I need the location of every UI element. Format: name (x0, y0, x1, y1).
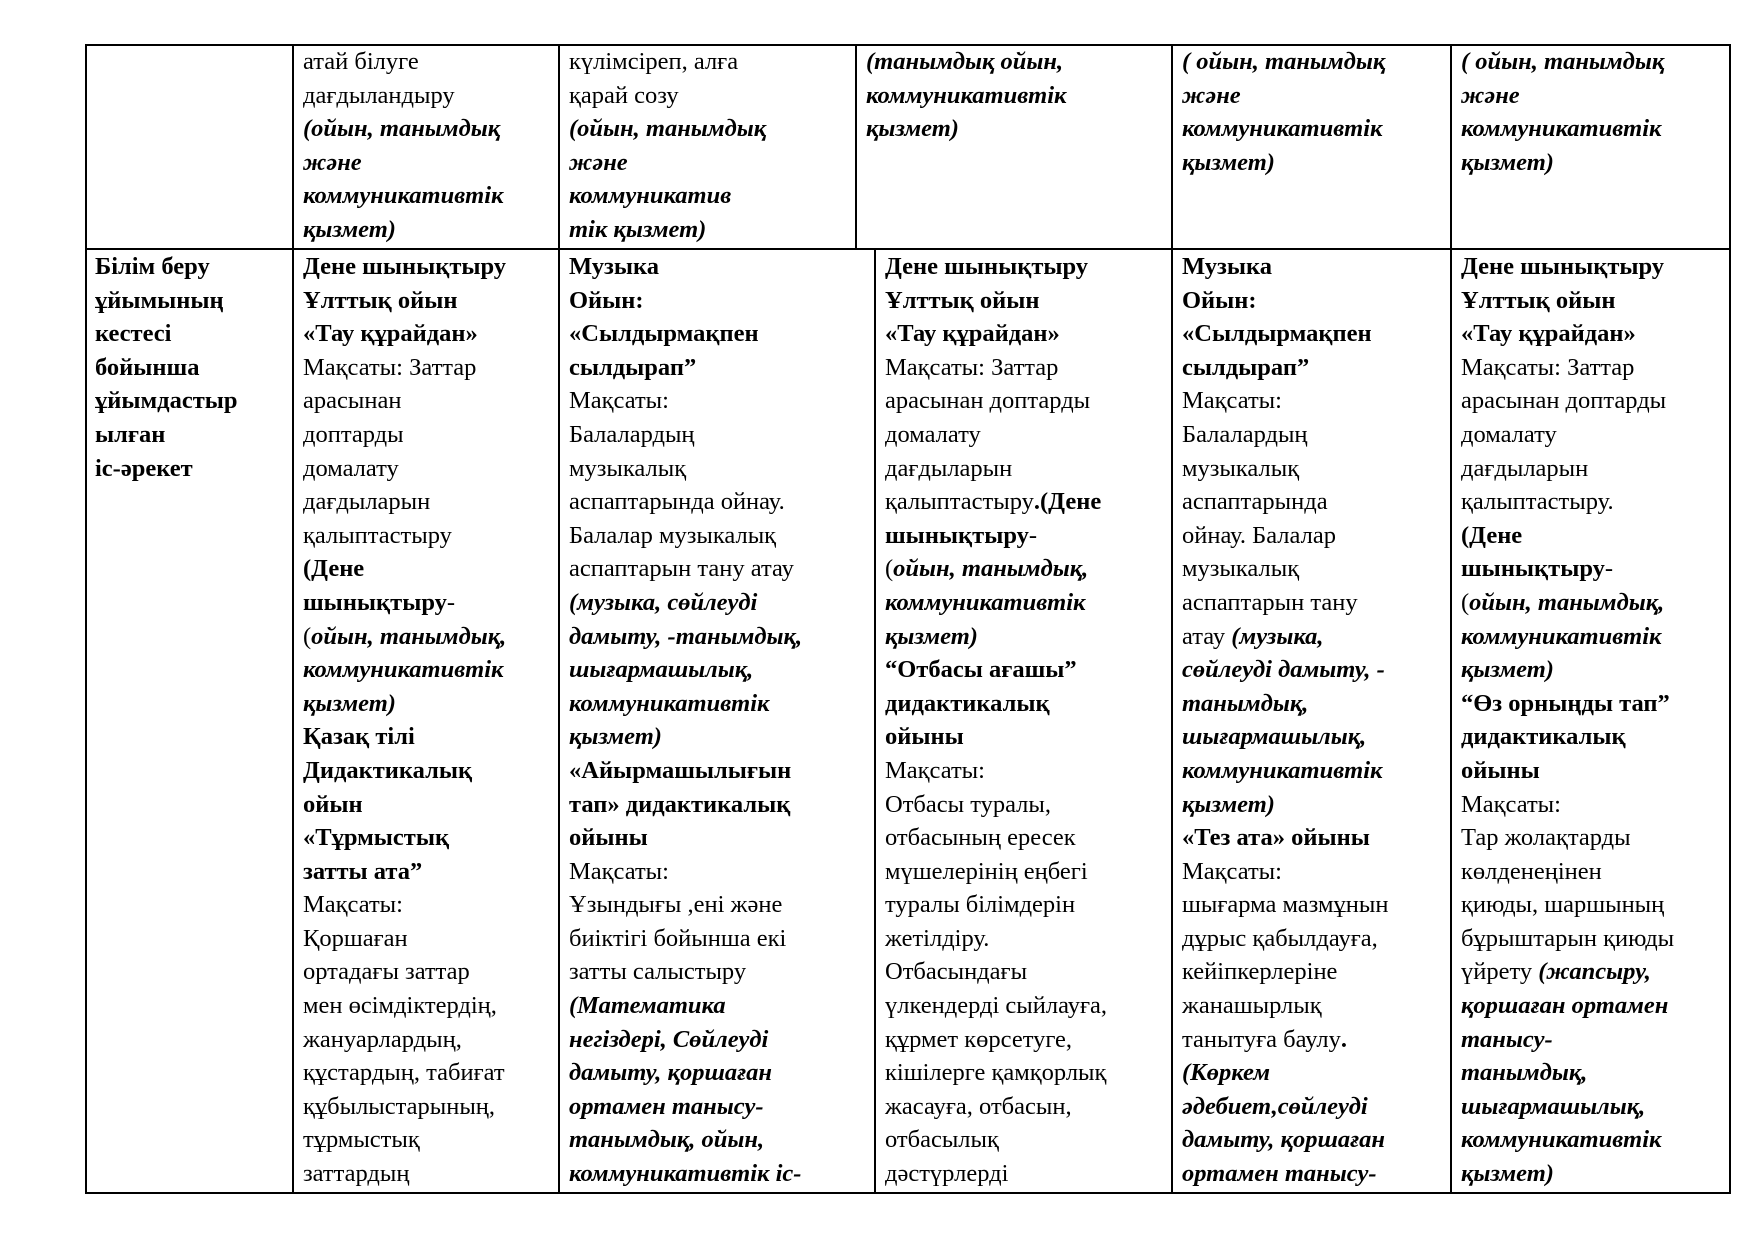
cell-text-run: Мақсаты: Заттар арасынан доптарды домалату дағдыларын қалыптастыру. (1461, 353, 1667, 516)
cell-text-run: ойын, танымдық, коммуникативтік қызмет) (885, 555, 1089, 650)
cell-text-run: Қазақ тілі Дидактикалық ойын «Тұрмыстық затты ата” (303, 723, 473, 885)
table-border-bottom (86, 1192, 1730, 1194)
cell-text-run: Мақсаты: Заттар арасынан доптарды домалату дағдыларын қалыптастыру (885, 353, 1091, 516)
row1-col2-cell (294, 45, 558, 248)
cell-text-run: - ( (885, 521, 1038, 583)
cell-text-run: Дене шынықтыру Ұлттық ойын «Тау құрайдан» (1461, 253, 1665, 348)
cell-text-run: (ойын, танымдық және коммуникатив тік қызмет) (569, 115, 767, 243)
row2-col4-cell (876, 250, 1171, 1192)
cell-text-run: - ( (303, 588, 456, 650)
table-border-right (1729, 44, 1731, 1194)
row2-col1-cell (86, 250, 292, 1192)
cell-text-run: Дене шынықтыру Ұлттық ойын «Тау құрайдан» (303, 253, 507, 348)
cell-text-run: ( ойын, танымдық және коммуникативтік қызмет) (1461, 48, 1665, 176)
cell-text-run: “Отбасы ағашы” дидактикалық ойыны (885, 656, 1077, 751)
row2-col2-cell (294, 250, 558, 1192)
cell-text-run: Мақсаты: Отбасы туралы, отбасының ересек мүшелерінің еңбегі туралы білімдерін жетілдіру. Отбасындағы үлкендерді сыйлауға, құрмет көрсетуге, кішілерге қамқорлық жасауға, отбасын, отбасылық дәстүрлерді (885, 756, 1108, 1188)
row2-col3-cell (560, 250, 874, 1192)
cell-text-run: Дене шынықтыру Ұлттық ойын «Тау құрайдан» (885, 253, 1089, 348)
cell-text-run: (Дене шынықтыру (303, 555, 447, 616)
cell-text-run: Музыка Ойын: «Сылдырмақпен сылдырап” (1182, 253, 1372, 381)
cell-text-run: Білім беру ұйымының кестесі бойынша ұйымдастыр ылған іс-әрекет (95, 253, 238, 482)
cell-text-run: «Айырмашылығын тап» дидактикалық ойыны (569, 756, 792, 852)
row2-col6-cell (1452, 250, 1729, 1192)
row1-col5-cell (1173, 45, 1450, 248)
cell-text-run: (жапсыру, қоршаған ортамен танысу- танымдық, шығармашылық, коммуникативтік қызмет) (1461, 958, 1669, 1188)
cell-text-run: Мақсаты: Балалардың музыкалық аспаптарында ойнау. Балалар музыкалық аспаптарын тану атау (1182, 387, 1358, 650)
row1-col1-cell (86, 45, 292, 248)
cell-text-run: (ойын, танымдық және коммуникативтік қызмет) (303, 115, 504, 243)
cell-text-run: (танымдық ойын, коммуникативтік қызмет) (866, 48, 1067, 143)
cell-text-run: (музыка, сөйлеуді дамыту, - танымдық, шығармашылық, коммуникативтік қызмет) (1182, 622, 1385, 818)
cell-text-run: (Көркем әдебиет,сөйлеуді дамыту, қоршаған ортамен танысу- (1182, 1059, 1386, 1188)
cell-text-run: Музыка Ойын: «Сылдырмақпен сылдырап” (569, 253, 759, 381)
cell-text-run: “Өз орныңды тап” дидактикалық ойыны (1461, 689, 1670, 784)
cell-text-run: Мақсаты: шығарма мазмұнын дұрыс қабылдауға, кейіпкерлеріне жанашырлық танытуға баулу (1182, 857, 1389, 1053)
cell-text-run: ойын, танымдық, коммуникативтік қызмет) (303, 622, 507, 717)
cell-text-run: күлімсіреп, алға қарай созу (569, 48, 739, 109)
cell-text-run: (Дене шынықтыру (1461, 521, 1605, 583)
cell-text-run: Мақсаты: Балалардың музыкалық аспаптарында ойнау. Балалар музыкалық аспаптарын тану атау (569, 387, 794, 583)
cell-text-run: ( ойын, танымдық және коммуникативтік қызмет) (1182, 48, 1386, 176)
cell-text-run: «Тез ата» ойыны (1182, 824, 1370, 852)
cell-text-run: Мақсаты: Заттар арасынан доптарды домалату дағдыларын қалыптастыру (303, 353, 477, 549)
row1-col4-cell (857, 45, 1171, 248)
row1-col3-cell (560, 45, 855, 248)
cell-text-run: Мақсаты: Тар жолақтарды көлденеңінен қиюды, шаршының бұрыштарын қиюды үйрету (1461, 790, 1675, 986)
cell-text-run: (Математика негіздері, Сөйлеуді дамыту, қоршаған ортамен танысу- танымдық, ойын, коммуникативтік іс- (569, 992, 802, 1188)
cell-text-run: .(Дене шынықтыру (885, 488, 1102, 549)
cell-text-run: атай білуге дағдыландыру (303, 48, 455, 109)
cell-text-run: Мақсаты: Қоршаған ортадағы заттар мен өсімдіктердің, жануарлардың, құстардың, табиғат құбылыстарының, тұрмыстық заттардың (303, 891, 505, 1188)
row2-col5-cell (1173, 250, 1450, 1192)
cell-text-run: (музыка, сөйлеуді дамыту, -танымдық, шығармашылық, коммуникативтік қызмет) (569, 588, 803, 751)
cell-text-run: . (1340, 1025, 1348, 1053)
cell-text-run: ойын, танымдық, коммуникативтік қызмет) (1461, 588, 1665, 684)
row1-col6-cell (1452, 45, 1729, 248)
cell-text-run: - ( (1461, 555, 1614, 616)
cell-text-run: Мақсаты: Ұзындығы ,ені және биіктігі бойынша екі затты салыстыру (569, 857, 787, 986)
